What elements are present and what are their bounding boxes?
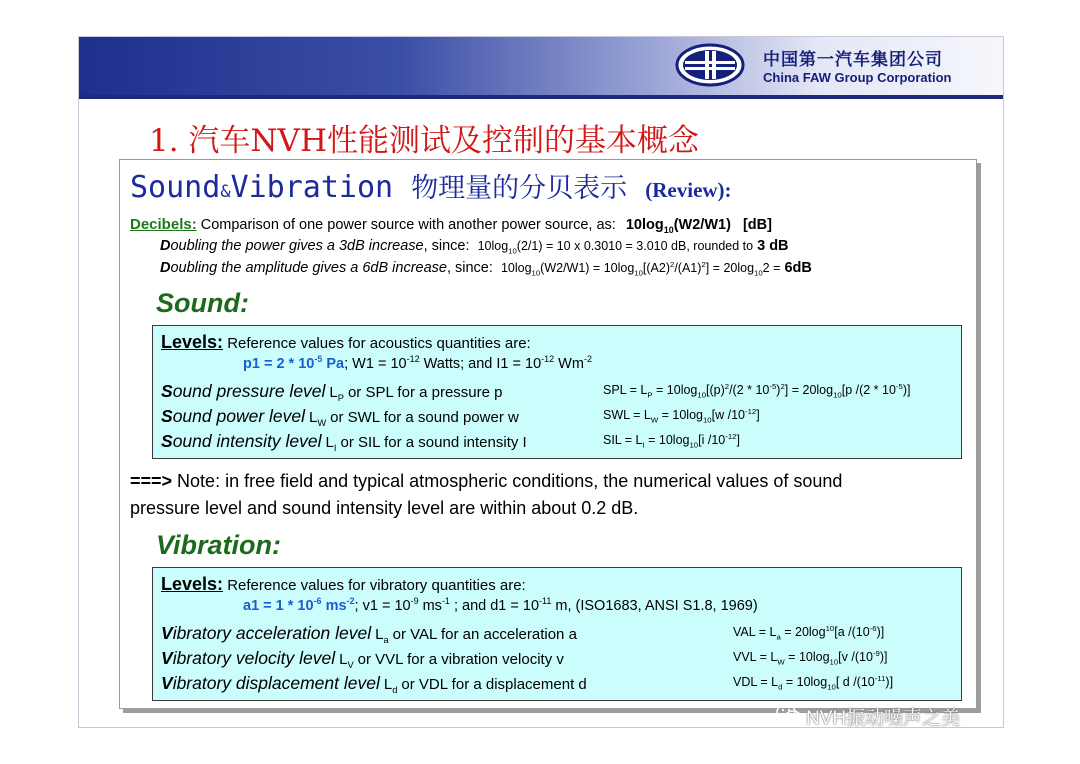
level-initial: V [161, 648, 173, 668]
formula-part: )] [902, 383, 911, 397]
p1-unit: Pa [322, 356, 345, 372]
formula-part: -6 [869, 623, 877, 633]
formula-part: P [647, 390, 653, 400]
title-review: (Review): [645, 178, 732, 202]
formula-part: -11 [874, 673, 886, 683]
level-name [161, 648, 335, 668]
formula-part: -5 [769, 381, 777, 391]
level-initial: S [161, 406, 173, 426]
formula-part: 10 [827, 682, 836, 692]
formula-part: ] [736, 433, 740, 447]
formula-part: I [642, 440, 645, 450]
sound-levels-label: Levels: [161, 332, 224, 352]
level-formula [603, 381, 911, 400]
company-name-cn: 中国第一汽车集团公司 [763, 50, 943, 69]
formula-part: ] = 20log [784, 383, 834, 397]
decibels-unit: [dB] [742, 217, 772, 233]
formula-part: W [650, 415, 659, 425]
level-desc: or VDL for a displacement d [401, 676, 587, 693]
formula-part: SWL = L [603, 408, 651, 422]
level-name [161, 406, 305, 426]
level-formula [733, 673, 894, 692]
level-desc: or VVL for a vibration velocity v [357, 651, 564, 668]
level-symbol [339, 651, 564, 668]
formula-part: [i /10 [698, 433, 726, 447]
a1-exp: -6 [313, 596, 322, 607]
level-symbol-sub: a [383, 635, 389, 645]
level-title: ibratory velocity level [172, 648, 336, 668]
doubling-power-text: oubling the power gives a 3dB increase [170, 238, 424, 254]
formula-part: ] [756, 408, 760, 422]
level-symbol-sub: W [317, 418, 327, 428]
formula-part: [w /10 [711, 408, 745, 422]
note-line-1 [130, 471, 842, 492]
formula-part: = 20log [780, 625, 826, 639]
title-vibration: Vibration [230, 170, 394, 205]
v1-exp: -9 [410, 596, 419, 607]
note-text-1: Note: in free field and typical atmospheric conditions, the numerical values of sound [172, 471, 843, 491]
level-desc: or VAL for an acceleration a [392, 626, 577, 643]
v1-unit: ms [418, 598, 442, 614]
level-desc: or SIL for a sound intensity I [340, 434, 527, 451]
vibration-levels-text: Reference values for vibratory quantities are: [227, 577, 526, 594]
formula-part: VVL = L [733, 650, 778, 664]
level-symbol [326, 434, 527, 451]
formula-part: SPL = L [603, 383, 648, 397]
section-title [130, 166, 732, 205]
doubling-amp-sup1: 2 [670, 259, 675, 269]
a1-unit: ms [321, 598, 347, 614]
i1-unit: Wm [554, 356, 584, 372]
vibration-heading: Vibration: [156, 530, 281, 560]
p1-exp: -5 [314, 354, 323, 365]
level-name [161, 431, 322, 451]
formula-part: 10 [697, 390, 707, 400]
formula-part: VAL = L [733, 625, 777, 639]
doubling-power-calc: 10log [477, 239, 509, 253]
doubling-power-calc-rest: (2/1) = 10 x 0.3010 = 3.010 dB, rounded to [516, 239, 754, 253]
doubling-amp-calc-f: 2 = [762, 261, 781, 275]
w1-value: ; W1 = 10 [344, 356, 407, 372]
formula-part: /(2 * 10 [729, 383, 770, 397]
vibration-levels-line [161, 574, 526, 595]
formula-part: 10 [825, 623, 835, 633]
level-symbol [375, 626, 577, 643]
doubling-amp-since: , since: [446, 260, 493, 276]
sound-reference-values [243, 356, 592, 372]
decibels-text: Comparison of one power source with another power source, as: [200, 217, 616, 233]
watermark-text: NVH振动噪声之美 [806, 708, 961, 729]
formula-part: a [776, 632, 781, 642]
d1-value: ; and d1 = 10 [449, 598, 540, 614]
d1-unit: m, (ISO1683, ANSI S1.8, 1969) [551, 598, 758, 614]
note-arrow: ===> [130, 471, 173, 491]
formula-part: W [777, 657, 785, 667]
doubling-amp-initial: D [160, 260, 171, 276]
wechat-icon [775, 700, 803, 728]
level-symbol-sub: P [337, 393, 344, 403]
level-initial: V [161, 673, 173, 693]
decibels-formula-b: (W2/W1) [673, 217, 731, 233]
v1-value: ; v1 = 10 [354, 598, 411, 614]
formula-part: d [778, 682, 783, 692]
vibration-reference-values [243, 598, 758, 614]
title-amp: & [220, 182, 231, 202]
formula-part: )] [876, 625, 885, 639]
formula-part: [ d /(10 [835, 675, 875, 689]
doubling-power-since: , since: [423, 238, 470, 254]
a1-value: a1 = 1 * 10 [243, 598, 314, 614]
level-symbol-sub: d [392, 685, 398, 695]
formula-part: 10 [689, 440, 699, 450]
level-symbol-sub: I [333, 443, 337, 453]
doubling-amp-sub3: 10 [754, 268, 763, 278]
doubling-power-sub: 10 [508, 246, 517, 256]
formula-part: [p /(2 * 10 [841, 383, 896, 397]
p1-value: p1 = 2 * 10 [243, 356, 315, 372]
level-initial: S [161, 381, 173, 401]
formula-part: )] [885, 675, 894, 689]
level-symbol-l: L [309, 409, 318, 426]
doubling-amp-calc-d: /(A1) [674, 261, 702, 275]
doubling-power-initial: D [160, 238, 171, 254]
level-symbol [309, 409, 519, 426]
sound-levels-text: Reference values for acoustics quantities are: [227, 335, 531, 352]
level-name [161, 673, 380, 693]
level-row [161, 431, 527, 452]
level-title: ound power level [172, 406, 305, 426]
doubling-amp-calc-c: [(A2) [642, 261, 671, 275]
formula-part: VDL = L [733, 675, 779, 689]
formula-part: 10 [829, 657, 839, 667]
doubling-amp-text: oubling the amplitude gives a 6dB increase [170, 260, 447, 276]
level-symbol-l: L [375, 626, 384, 643]
formula-part: 2 [724, 381, 730, 391]
formula-part: )] [879, 650, 888, 664]
a1-unit-exp: -2 [346, 596, 355, 607]
doubling-amp-sup2: 2 [701, 259, 706, 269]
i1-unit-exp: -2 [583, 354, 592, 365]
doubling-amp-calc-e: ] = 20log [705, 261, 755, 275]
level-symbol-l: L [329, 384, 338, 401]
formula-part: [v /(10 [838, 650, 873, 664]
formula-part: -5 [895, 381, 903, 391]
w1-exp: -12 [406, 354, 420, 365]
sound-levels-box [152, 325, 962, 459]
sound-heading: Sound: [156, 288, 249, 318]
title-sound: Sound [130, 170, 221, 205]
level-title: ibratory acceleration level [172, 623, 372, 643]
formula-part: = 10log [782, 675, 828, 689]
level-initial: S [161, 431, 173, 451]
level-formula [733, 648, 888, 667]
company-name-en: China FAW Group Corporation [763, 70, 952, 85]
content-panel [119, 159, 977, 709]
level-formula [603, 406, 760, 425]
i1-exp: -12 [541, 354, 555, 365]
vibration-levels-label: Levels: [161, 574, 224, 594]
level-symbol-l: L [325, 434, 334, 451]
formula-part: = 10log [658, 408, 703, 422]
formula-part: 10 [833, 390, 842, 400]
doubling-power-line [160, 238, 789, 254]
level-name [161, 623, 371, 643]
faw-logo-icon [675, 43, 745, 87]
formula-part: [(p) [706, 383, 725, 397]
level-desc: or SWL for a sound power w [330, 409, 519, 426]
decibels-line [130, 216, 772, 233]
doubling-amp-result: 6dB [784, 260, 812, 276]
level-title: ound intensity level [172, 431, 322, 451]
decibels-formula: 10log [625, 217, 664, 233]
formula-part: -12 [725, 431, 737, 441]
sound-levels-line [161, 332, 531, 353]
level-formula [733, 623, 885, 642]
w1-unit: Watts; and I1 = 10 [419, 356, 542, 372]
formula-part: 2 [780, 381, 785, 391]
doubling-power-result: 3 dB [757, 238, 789, 254]
level-name [161, 381, 325, 401]
level-symbol-l: L [383, 676, 393, 693]
doubling-amp-sub: 10 [531, 268, 541, 278]
level-symbol [329, 384, 502, 401]
doubling-amp-sub2: 10 [634, 268, 643, 278]
header-divider [79, 95, 1003, 99]
formula-part: SIL = L [603, 433, 643, 447]
doubling-amp-calc: 10log [500, 261, 532, 275]
formula-part: = 10log [644, 433, 690, 447]
note-line-2: pressure level and sound intensity level are within about 0.2 dB. [130, 498, 639, 518]
doubling-amp-calc-b: (W2/W1) = 10log [540, 261, 635, 275]
formula-part: = 10log [652, 383, 698, 397]
level-formula [603, 431, 740, 450]
level-symbol-l: L [339, 651, 348, 668]
formula-part: -9 [872, 648, 880, 658]
title-cn: 物理量的分贝表示 [411, 173, 628, 204]
doubling-amplitude-line [160, 260, 812, 276]
level-row [161, 406, 519, 427]
decibels-formula-sub: 10 [663, 224, 674, 235]
decibels-label: Decibels: [130, 216, 197, 233]
formula-part: -12 [744, 406, 757, 416]
level-row [161, 673, 587, 694]
formula-part: ) [776, 383, 781, 397]
level-desc: or SPL for a pressure p [347, 384, 503, 401]
formula-part: = 10log [784, 650, 830, 664]
formula-part: [a /(10 [834, 625, 870, 639]
formula-part: 10 [703, 415, 712, 425]
slide [78, 36, 1004, 728]
level-initial: V [161, 623, 173, 643]
level-title: ibratory displacement level [172, 673, 380, 693]
d1-exp: -11 [539, 596, 552, 607]
vibration-levels-box [152, 567, 962, 701]
level-symbol-sub: V [347, 660, 354, 670]
level-title: ound pressure level [172, 381, 326, 401]
level-row [161, 623, 577, 644]
slide-title: 1. 汽车NVH性能测试及控制的基本概念 [149, 123, 699, 159]
level-row [161, 648, 564, 669]
level-row [161, 381, 503, 402]
level-symbol [384, 676, 587, 693]
v1-unit-exp: -1 [441, 596, 450, 607]
